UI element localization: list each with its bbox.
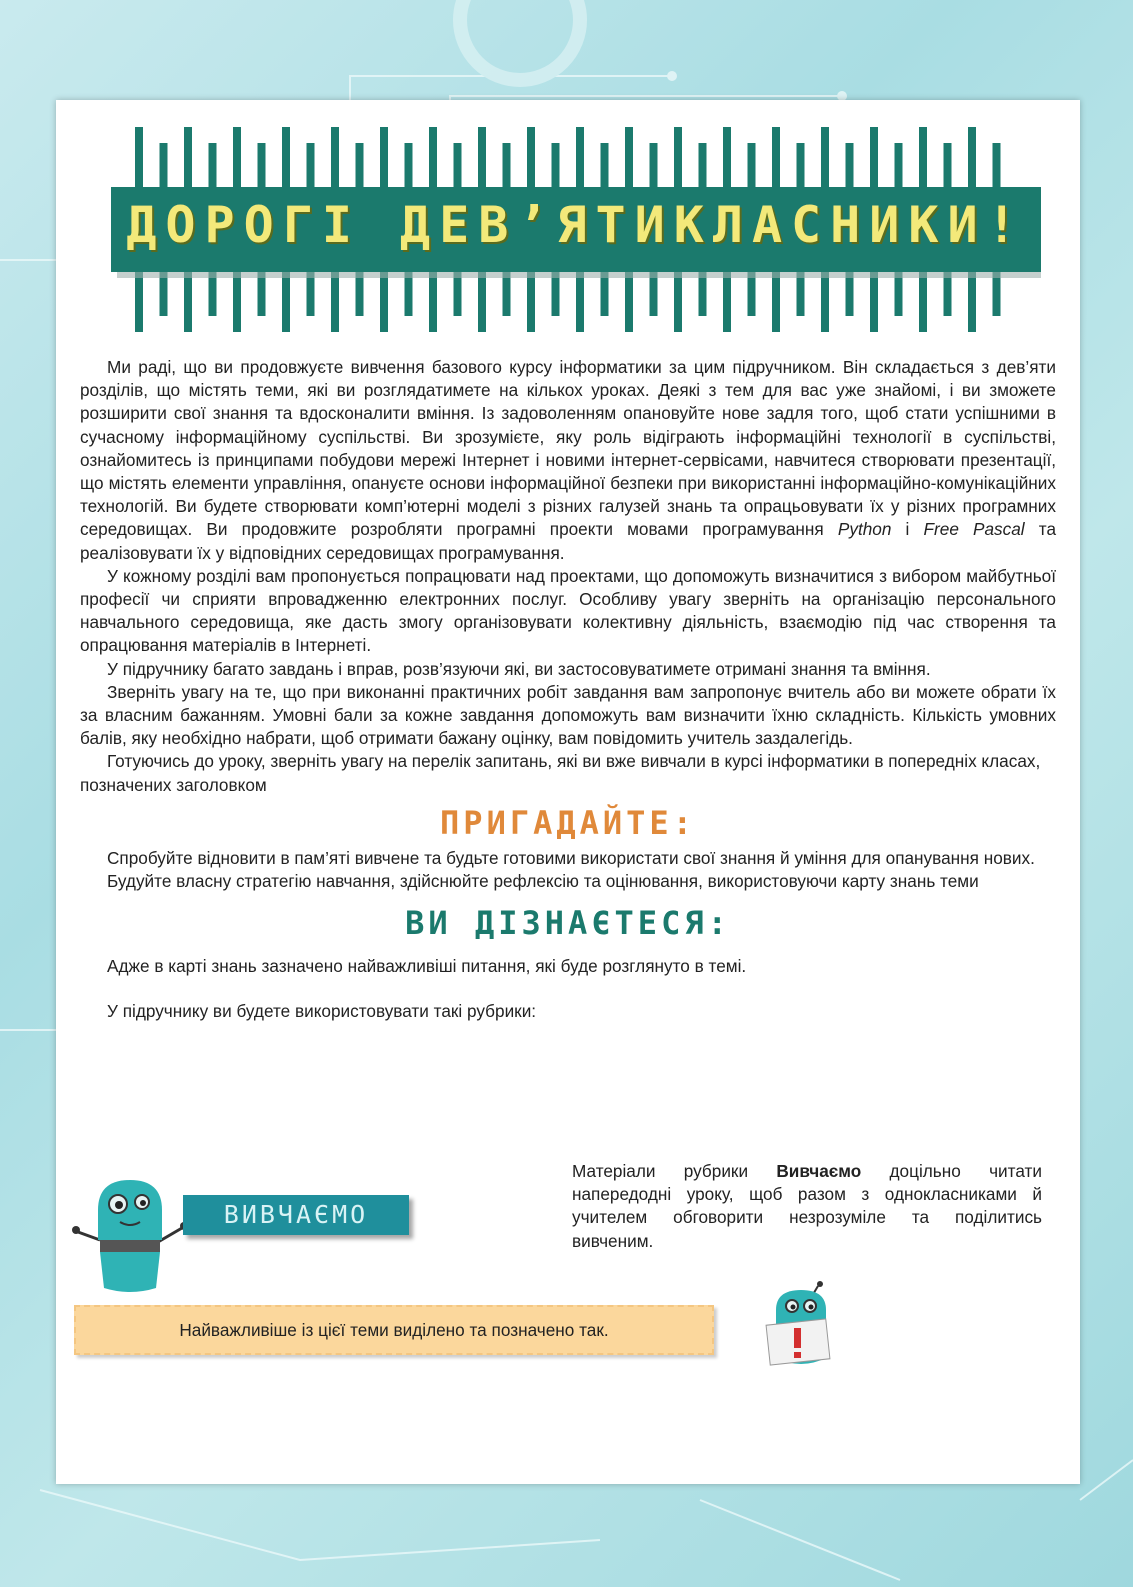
chip-pin-bottom xyxy=(797,272,805,316)
chip-pin-top xyxy=(650,143,658,187)
chip-pin-top xyxy=(797,143,805,187)
chip-pin-bottom xyxy=(454,272,462,316)
chip-pin-bottom xyxy=(968,272,976,332)
chip-pin-top xyxy=(233,127,241,187)
chip-pin-bottom xyxy=(282,272,290,332)
chip-pin-top xyxy=(552,143,560,187)
chip-pin-bottom xyxy=(895,272,903,316)
robot-study-icon xyxy=(70,1170,190,1300)
intro-paragraph-1: Ми раді, що ви продовжуєте вивчення базового курсу інформатики за цим підручником. Він складається з дев’яти розділів, що містять теми, які ви розглядатимете на кількох уроках. Деякі з тем для вас уже знайомі, і ви зможете розширити свої знання та вдосконалити вміння. Із задоволенням опановуйте нове задля того, щоб стати успішними в сучасному інформаційному суспільстві. Ви зрозумієте, яку роль відіграють інформаційні технології в суспільстві, ознайомитесь із принципами побудови мережі Інтернет і новими інтернет-сервісами, навчитеся створювати презентації, що містять елементи управління, опануєте основи інформаційної безпеки при використанні інформаційно-комунікаційних технологій. Ви будете створювати комп’ютерні моделі з різних галузей знань та опрацьовувати їх у різних програмних середовищах. Ви продовжите розробляти програмні проекти мовами програмування Python і Free Pascal та реалізовувати їх у відповідних середовищах програмування. xyxy=(80,357,1057,563)
chip-pin-bottom xyxy=(699,272,707,316)
chip-pin-bottom xyxy=(748,272,756,316)
learn-paragraph-1: Адже в карті знань зазначено найважливіші питання, які буде розглянуто в темі. xyxy=(107,956,747,977)
chip-pin-bottom xyxy=(919,272,927,332)
chip-pin-top xyxy=(674,127,682,187)
chip-pin-bottom xyxy=(993,272,1001,316)
chip-pin-bottom xyxy=(429,272,437,332)
learn-paragraph-2: У підручнику ви будете використовувати такі рубрики: xyxy=(107,1001,537,1022)
chip-pin-bottom xyxy=(527,272,535,332)
chip-pin-bottom xyxy=(135,272,143,332)
chip-pin-bottom xyxy=(307,272,315,316)
chip-pin-top xyxy=(625,127,633,187)
chip-pin-bottom xyxy=(772,272,780,332)
intro-text xyxy=(80,356,1056,1024)
chip-pin-top xyxy=(699,143,707,187)
rubric-vivchaemo-description: Матеріали рубрики Вивчаємо доцільно читати напередодні уроку, щоб разом з однокласниками й учителем обговорити незрозуміле та поділитись вивченим. xyxy=(572,1161,1042,1251)
chip-pin-top xyxy=(748,143,756,187)
chip-pin-top xyxy=(895,143,903,187)
chip-pin-bottom xyxy=(944,272,952,316)
chip-pin-bottom xyxy=(209,272,217,316)
chip-pin-top xyxy=(478,127,486,187)
chip-pin-top xyxy=(282,127,290,187)
remember-paragraph-1: Спробуйте відновити в пам’яті вивчене та будьте готовими використати свої знання й уміння для опанування нових. xyxy=(107,847,1035,868)
chip-pin-top xyxy=(846,143,854,187)
chip-pin-bottom xyxy=(258,272,266,316)
robot-warning-icon xyxy=(756,1278,846,1373)
chip-pin-top xyxy=(919,127,927,187)
chip-pin-top xyxy=(503,143,511,187)
chip-pin-bottom xyxy=(846,272,854,316)
chip-pin-top xyxy=(258,143,266,187)
chip-pin-top xyxy=(576,127,584,187)
chip-pin-bottom xyxy=(723,272,731,332)
chip-pin-bottom xyxy=(674,272,682,332)
chip-pin-bottom xyxy=(184,272,192,332)
rubric-learn-heading: ВИ ДІЗНАЄТЕСЯ: xyxy=(405,904,731,943)
chip-pin-top xyxy=(527,127,535,187)
chip-pin-top xyxy=(209,143,217,187)
important-note-bar: Найважливіше із цієї теми виділено та позначено так. xyxy=(74,1305,714,1355)
chip-pin-bottom xyxy=(356,272,364,316)
rubric-vivchaemo-badge: ВИВЧАЄМО xyxy=(183,1195,409,1235)
chip-pin-bottom xyxy=(233,272,241,332)
chip-pin-top xyxy=(184,127,192,187)
chip-pin-bottom xyxy=(870,272,878,332)
chip-pin-top xyxy=(772,127,780,187)
chip-pin-bottom xyxy=(576,272,584,332)
chip-pin-bottom xyxy=(160,272,168,316)
chip-pin-top xyxy=(821,127,829,187)
chip-pin-top xyxy=(968,127,976,187)
chip-pin-top xyxy=(356,143,364,187)
intro-paragraph-3: У підручнику багато завдань і вправ, розв’язуючи які, ви застосовуватимете отримані знання та вміння. xyxy=(107,658,931,679)
chip-pin-top xyxy=(160,143,168,187)
chip-pin-top xyxy=(405,143,413,187)
chip-pin-bottom xyxy=(478,272,486,332)
chip-pin-bottom xyxy=(650,272,658,316)
chip-pin-bottom xyxy=(380,272,388,332)
chip-pin-bottom xyxy=(331,272,339,332)
intro-paragraph-5: Готуючись до уроку, зверніть увагу на перелік запитань, які ви вже вивчали в курсі інформатики в попередніх класах, позначених заголовком xyxy=(80,751,1041,795)
chip-pin-top xyxy=(993,143,1001,187)
chip-pin-top xyxy=(601,143,609,187)
rubric-remember-heading: ПРИГАДАЙТЕ: xyxy=(440,803,696,842)
chip-pin-bottom xyxy=(405,272,413,316)
chip-pin-top xyxy=(380,127,388,187)
chip-pin-top xyxy=(723,127,731,187)
book-page xyxy=(56,100,1080,1484)
chip-pin-bottom xyxy=(552,272,560,316)
remember-paragraph-2: Будуйте власну стратегію навчання, здійснюйте рефлексію та оцінювання, використовуючи карту знань теми xyxy=(107,871,979,892)
intro-paragraph-2: У кожному розділі вам пропонується попрацювати над проектами, що допоможуть визначитися з вибором майбутньої професії чи сприяти впровадженню електронних послуг. Особливу увагу зверніть на організацію персонального навчального середовища, яке дасть змогу організовувати колективну діяльність, взаємодію під час створення та опрацювання матеріалів в Інтернеті. xyxy=(80,565,1056,656)
chip-pin-bottom xyxy=(625,272,633,332)
chip-pin-bottom xyxy=(601,272,609,316)
chip-pin-bottom xyxy=(503,272,511,316)
chip-pin-top xyxy=(454,143,462,187)
chip-pin-bottom xyxy=(821,272,829,332)
chip-pin-top xyxy=(870,127,878,187)
chip-pin-top xyxy=(135,127,143,187)
page-title: ДОРОГІ ДЕВ’ЯТИКЛАСНИКИ! xyxy=(126,196,1026,254)
intro-paragraph-4: Зверніть увагу на те, що при виконанні практичних робіт завдання вам запропонує вчитель або ви можете обрати їх за власним бажанням. Умовні бали за кожне завдання допоможуть вам визначити їхню складність. Кількість умовних балів, яку необхідно набрати, щоб отримати бажану оцінку, вам повідомить учитель заздалегідь. xyxy=(80,681,1056,749)
chip-pin-top xyxy=(307,143,315,187)
chip-pin-top xyxy=(331,127,339,187)
chip-pin-top xyxy=(429,127,437,187)
chip-pin-top xyxy=(944,143,952,187)
